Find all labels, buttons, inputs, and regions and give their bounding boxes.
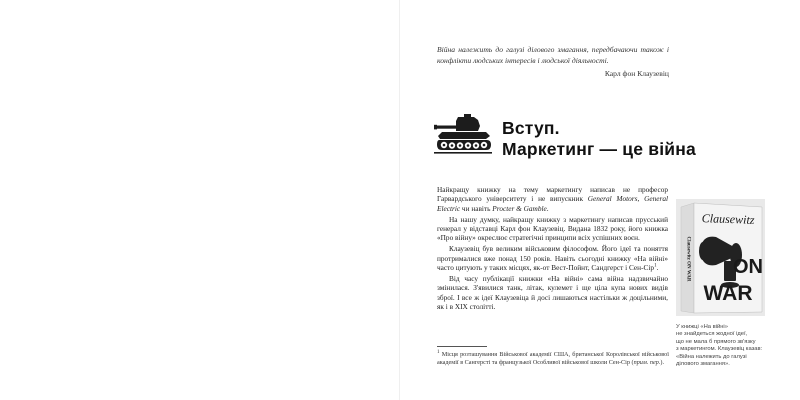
company-name: General Electric (437, 194, 668, 213)
body-text-run: чи навіть (460, 203, 493, 213)
image-caption (676, 324, 776, 368)
book-cover-title-war: WAR (703, 282, 753, 305)
epigraph-author: Карл фон Клаузевіц (604, 69, 669, 78)
caption-line: У книжці «На війні» (676, 324, 728, 330)
chapter-title-line1: Вступ. (502, 118, 560, 138)
chapter-title (502, 118, 696, 160)
company-name: Procter & Gamble (492, 203, 547, 213)
chapter-body (437, 185, 668, 313)
caption-line: «Війна належить до галузі (676, 353, 747, 360)
caption-line: що не мала б прямого зв'язку (676, 338, 756, 345)
caption-line: не знайдеться жодної ідеї, (676, 331, 748, 338)
footnote-reference[interactable]: 1 (654, 263, 657, 269)
footnote-mark: 1 (437, 349, 440, 355)
footnote (437, 351, 669, 367)
body-paragraph-1 (437, 185, 668, 213)
translator-note: прим. пер. (633, 359, 661, 367)
caption-line: з маркетингом. Клаузевіц казав: (676, 346, 763, 353)
tank-icon (434, 112, 492, 156)
footnote-text-end: ). (660, 359, 665, 367)
page-gutter (399, 0, 400, 400)
footnote-rule (437, 346, 487, 347)
body-text-run: . (546, 203, 549, 213)
book-cover-photo (676, 199, 765, 316)
chapter-title-line2: Маркетинг — це війна (502, 139, 696, 159)
epigraph-quote: Війна належить до галузі ділового змагання, передбачаючи також і конфлікти людських інтересів і людської діяльності. (437, 45, 669, 65)
footnote-text: Місця розташування Військової академії США, британської Королівської військової академії в Сангерсті та французької Особливої військової школи Сен-Сір ( (437, 351, 669, 367)
book-cover-title-on: ON (733, 256, 763, 278)
caption-line: ділового змагання». (676, 361, 730, 368)
company-name: General Motors (587, 194, 638, 204)
body-text-run: Клаузевіц був великим військовим філософом. Його ідеї та поняття протрималися вже понад 150 років. Навіть сьогодні книжку «На війні» часто цитують у таких місцях, як-от Вест-Пойнт, Сандгерст і Сен-Сір (437, 244, 668, 273)
book-cover-author: Clausewitz (701, 211, 755, 227)
body-paragraph-4: Від часу публікації книжки «На війні» сама війна надзвичайно змінилася. З'явилися танк, літак, кулемет і ще ціла купа нових видів зброї. І все ж ідеї Клаузевіца й досі лишаються настільки ж доцільними, як і в XIX столітті. (437, 273, 668, 312)
body-text-run: . (656, 263, 659, 273)
book-spine-text: Clausewitz ON WAR (685, 236, 691, 282)
body-text-run: , (637, 194, 645, 204)
body-paragraph-2: На нашу думку, найкращу книжку з маркетингу написав прусський генерал у відставці Карл фон Клаузевіц. Видана 1832 року, його книжка «Про війну» окреслює стратегічні принципи всіх успішних воєн. (437, 214, 668, 243)
body-paragraph-3 (437, 244, 668, 272)
body-text-run: Найкращу книжку на тему маркетингу написав не професор Гарвардського університету і не випускник (437, 185, 668, 204)
